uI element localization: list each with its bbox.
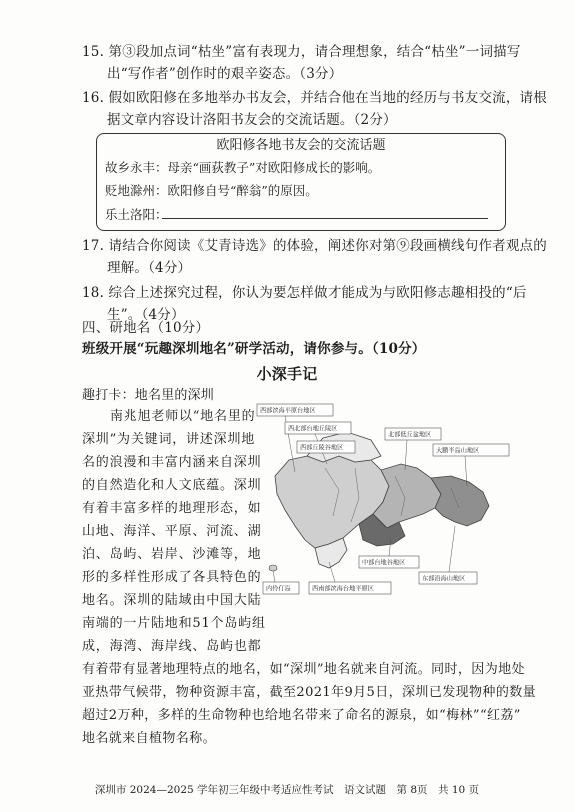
map-island bbox=[269, 565, 277, 571]
paragraph-line: 南兆旭老师以“地名里的 bbox=[110, 409, 256, 424]
map-label-lingding-island: 内伶仃岛 bbox=[266, 585, 291, 593]
map-label-west-hills: 西部丘陵谷地区 bbox=[300, 444, 344, 452]
topics-box bbox=[96, 133, 506, 231]
topic-yongfeng: 故乡永丰：母亲“画荻教子”对欧阳修成长的影响。 bbox=[105, 160, 381, 175]
map-label-northwest: 西北部台地丘陵区 bbox=[288, 425, 338, 433]
section-intro: 班级开展“玩趣深圳地名”研学活动，请你参与。（10分） bbox=[82, 341, 426, 357]
q17-line-1: 17. 请结合你阅读《艾青诗选》的体验，阐述你对第⑨段画横线句作者观点的 bbox=[82, 238, 547, 254]
map-label-southwest-coast: 西南部滨海台地平原区 bbox=[312, 585, 374, 593]
paragraph-line: 山地、海洋、平原、河流、湖 bbox=[82, 524, 262, 539]
paragraph-line: 地名就来自植物名称。 bbox=[82, 731, 217, 746]
paragraph-line: 名的浪漫和丰富内涵来自深圳 bbox=[82, 455, 262, 470]
paragraph-line: 成，海湾、海岸线、岛屿也都 bbox=[82, 639, 262, 654]
paragraph-line: 形的多样性形成了各具特色的 bbox=[82, 570, 262, 585]
topic-luoyang-label: 乐土洛阳： bbox=[105, 207, 168, 222]
paragraph-line: 的自然造化和人文底蕴。深圳 bbox=[82, 478, 262, 493]
paragraph-line: 亚热带气候带，物种资源丰富，截至2021年9月5日，深圳已发现物种的数量 bbox=[82, 685, 537, 700]
topic-chuzhou: 贬地滁州：欧阳修自号“醉翁”的原因。 bbox=[105, 183, 318, 198]
map-label-north-hills: 北部低丘盆地区 bbox=[388, 431, 432, 439]
card-title: 趣打卡：地名里的深圳 bbox=[82, 388, 215, 403]
notebook-title: 小深手记 bbox=[256, 365, 318, 383]
q16-line-1: 16. 假如欧阳修在多地举办书友会，并结合他在当地的经历与书友交流，请根 bbox=[82, 90, 547, 106]
paragraph-line: 有着丰富多样的地理形态，如 bbox=[82, 501, 262, 516]
map-label-east-coast: 东部沿海山地区 bbox=[422, 575, 466, 583]
shenzhen-landform-map bbox=[255, 398, 512, 623]
map-label-central: 中部台地谷地区 bbox=[362, 559, 406, 567]
map-land-dapeng bbox=[431, 476, 489, 526]
q17-line-2: 理解。（4分） bbox=[107, 260, 192, 276]
paragraph-line: 地名。深圳的陆域由中国大陆 bbox=[82, 593, 262, 608]
q16-line-2: 据文章内容设计洛阳书友会的交流话题。（2分） bbox=[107, 112, 397, 128]
paragraph-line: 有着带有显著地理特点的地名，如“深圳”地名就来自河流。同时，因为地处 bbox=[82, 662, 525, 677]
page-footer: 深圳市 2024—2025 学年初三年级中考适应性考试 语文试题 第 8页 共 10 页 bbox=[94, 784, 480, 796]
q15-line-1: 15. 第③段加点词“枯坐”富有表现力，请合理想象，结合“枯坐”一词描写 bbox=[82, 44, 521, 60]
paragraph-line: 南端的一片陆地和51个岛屿组 bbox=[82, 616, 266, 631]
q15-line-2: 出“写作者”创作时的艰辛姿态。（3分） bbox=[107, 66, 343, 82]
section-heading: 四、研地名（10分） bbox=[82, 320, 210, 336]
luoyang-answer-blank[interactable] bbox=[162, 218, 488, 219]
paragraph-line: 深圳”为关键词，讲述深圳地 bbox=[82, 432, 256, 447]
q18-line-2: 生”。（4分） bbox=[107, 307, 185, 323]
paragraph-line: 泊、岛屿、岩岸、沙滩等，地 bbox=[82, 547, 262, 562]
q18-line-1: 18. 综合上述探究过程，你认为要怎样做才能成为与欧阳修志趣相投的“后 bbox=[82, 285, 527, 301]
map-label-dapeng: 大鹏半岛山地区 bbox=[436, 447, 480, 455]
topics-box-title: 欧阳修各地书友会的交流话题 bbox=[216, 138, 386, 153]
paragraph-line: 超过2万种，多样的生命物种也给地名带来了命名的源泉，如“梅林”“红荔” bbox=[82, 708, 521, 723]
map-label-west-coast: 西部滨海平原台地区 bbox=[260, 407, 316, 415]
